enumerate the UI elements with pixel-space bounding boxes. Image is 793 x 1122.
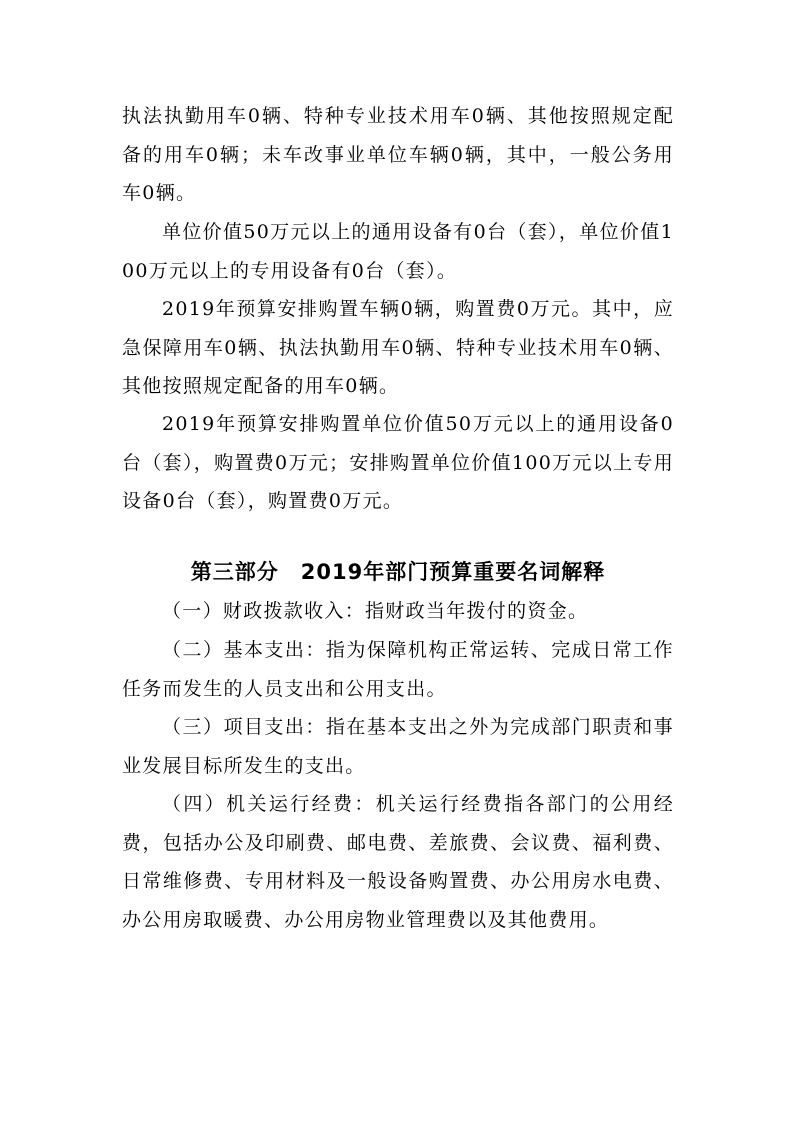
paragraph-equipment-holdings: 单位价值50万元以上的通用设备有0台（套），单位价值100万元以上的专用设备有0台（套）。: [122, 221, 674, 282]
paragraph-equipment-purchase-budget: 2019年预算安排购置单位价值50万元以上的通用设备0台（套），购置费0万元；安排购置单位价值100万元以上专用设备0台（套），购置费0万元。: [122, 413, 674, 512]
glossary-item-basic-expenditure: （二）基本支出：指为保障机构正常运转、完成日常工作任务而发生的人员支出和公用支出。: [122, 639, 674, 700]
section-title: 第三部分 2019年部门预算重要名词解释: [190, 560, 606, 584]
glossary-item-project-expenditure: （三）项目支出：指在基本支出之外为完成部门职责和事业发展目标所发生的支出。: [122, 716, 674, 777]
paragraph-vehicle-purchase-budget: 2019年预算安排购置车辆0辆，购置费0万元。其中，应急保障用车0辆、执法执勤用车0辆、特种专业技术用车0辆、其他按照规定配备的用车0辆。: [122, 298, 674, 397]
paragraph-vehicles-continued: 执法执勤用车0辆、特种专业技术用车0辆、其他按照规定配备的用车0辆；未车改事业单位车辆0辆，其中，一般公务用车0辆。: [122, 105, 674, 204]
glossary-item-fiscal-allocation: （一）财政拨款收入：指财政当年拨付的资金。: [162, 600, 589, 622]
glossary-item-operating-funds: （四）机关运行经费：机关运行经费指各部门的公用经费，包括办公及印刷费、邮电费、差旅费、会议费、福利费、日常维修费、专用材料及一般设备购置费、办公用房水电费、办公用房取暖费、办公用房物业管理费以及其他费用。: [122, 793, 674, 931]
